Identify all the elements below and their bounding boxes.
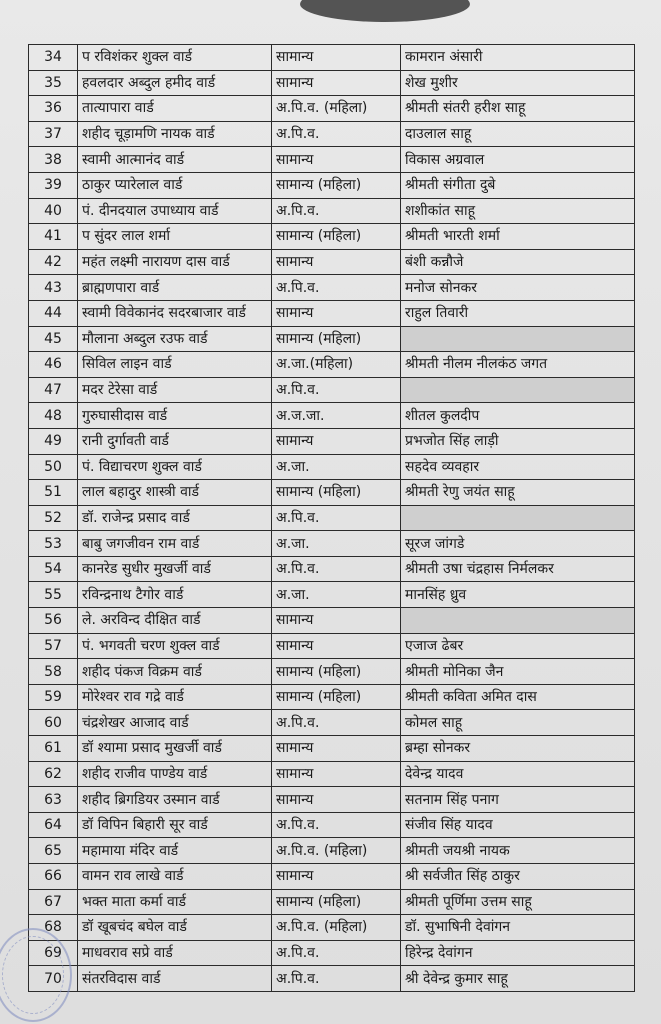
table-row (29, 454, 635, 480)
candidate-name-cell: श्रीमती जयश्री नायक (401, 838, 635, 864)
ward-number-cell: 55 (29, 582, 78, 608)
reservation-category-cell: सामान्य (महिला) (272, 684, 401, 710)
table-row (29, 505, 635, 531)
reservation-category-cell: अ.जा.(महिला) (272, 352, 401, 378)
ward-number-cell: 65 (29, 838, 78, 864)
reservation-category-cell: अ.पि.व. (272, 275, 401, 301)
ward-number-cell: 58 (29, 659, 78, 685)
ward-number-cell: 67 (29, 889, 78, 915)
ward-number-cell: 38 (29, 147, 78, 173)
candidate-name-cell: श्रीमती संतरी हरीश साहू (401, 96, 635, 122)
candidate-name-cell: श्रीमती भारती शर्मा (401, 224, 635, 250)
reservation-category-cell: अ.पि.व. (महिला) (272, 915, 401, 941)
candidate-name-cell: श्रीमती नीलम नीलकंठ जगत (401, 352, 635, 378)
ward-number-cell: 49 (29, 428, 78, 454)
candidate-name-cell: श्रीमती रेणु जयंत साहू (401, 480, 635, 506)
ward-number-cell: 44 (29, 300, 78, 326)
ward-name-cell: तात्यापारा वार्ड (78, 96, 272, 122)
reservation-category-cell: अ.पि.व. (272, 121, 401, 147)
table-row (29, 864, 635, 890)
ward-name-cell: मौलाना अब्दुल रउफ वार्ड (78, 326, 272, 352)
table-row (29, 198, 635, 224)
reservation-category-cell: सामान्य (272, 864, 401, 890)
table-row (29, 736, 635, 762)
candidate-name-cell: विकास अग्रवाल (401, 147, 635, 173)
table-row (29, 966, 635, 992)
ward-name-cell: रानी दुर्गावती वार्ड (78, 428, 272, 454)
candidate-name-cell: कोमल साहू (401, 710, 635, 736)
table-row (29, 224, 635, 250)
candidate-name-cell: कामरान अंसारी (401, 45, 635, 71)
reservation-category-cell: अ.पि.व. (272, 940, 401, 966)
ward-number-cell: 46 (29, 352, 78, 378)
ward-number-cell: 61 (29, 736, 78, 762)
reservation-category-cell: अ.पि.व. (महिला) (272, 838, 401, 864)
ward-name-cell: पं. विद्याचरण शुक्ल वार्ड (78, 454, 272, 480)
table-row (29, 121, 635, 147)
candidate-name-cell: मानसिंह ध्रुव (401, 582, 635, 608)
candidate-name-cell: शशीकांत साहू (401, 198, 635, 224)
ward-name-cell: पं. भगवती चरण शुक्ल वार्ड (78, 633, 272, 659)
reservation-category-cell: सामान्य (महिला) (272, 172, 401, 198)
ward-number-cell: 53 (29, 531, 78, 557)
reservation-category-cell: सामान्य (महिला) (272, 659, 401, 685)
reservation-category-cell: सामान्य (272, 45, 401, 71)
ward-name-cell: मोरेश्वर राव गद्रे वार्ड (78, 684, 272, 710)
ward-number-cell: 68 (29, 915, 78, 941)
ward-number-cell: 69 (29, 940, 78, 966)
ward-table-body (29, 45, 635, 992)
reservation-category-cell: अ.ज.जा. (272, 403, 401, 429)
candidate-name-cell: श्रीमती कविता अमित दास (401, 684, 635, 710)
table-row (29, 633, 635, 659)
candidate-name-cell: डॉ. सुभाषिनी देवांगन (401, 915, 635, 941)
table-row (29, 659, 635, 685)
ward-number-cell: 62 (29, 761, 78, 787)
ward-name-cell: रविन्द्रनाथ टैगोर वार्ड (78, 582, 272, 608)
ward-name-cell: स्वामी विवेकानंद सदरबाजार वार्ड (78, 300, 272, 326)
ward-name-cell: डॉ खूबचंद बघेल वार्ड (78, 915, 272, 941)
reservation-category-cell: सामान्य (272, 147, 401, 173)
ward-name-cell: गुरुघासीदास वार्ड (78, 403, 272, 429)
candidate-name-cell: संजीव सिंह यादव (401, 812, 635, 838)
candidate-name-cell: देवेन्द्र यादव (401, 761, 635, 787)
candidate-name-cell: श्रीमती मोनिका जैन (401, 659, 635, 685)
reservation-category-cell: अ.जा. (272, 454, 401, 480)
ward-number-cell: 52 (29, 505, 78, 531)
reservation-category-cell: अ.पि.व. (महिला) (272, 96, 401, 122)
ward-number-cell: 47 (29, 377, 78, 403)
reservation-category-cell: अ.पि.व. (272, 198, 401, 224)
ward-number-cell: 63 (29, 787, 78, 813)
reservation-category-cell: अ.पि.व. (272, 710, 401, 736)
ward-number-cell: 54 (29, 556, 78, 582)
ward-number-cell: 70 (29, 966, 78, 992)
table-row (29, 889, 635, 915)
candidate-name-cell: श्री सर्वजीत सिंह ठाकुर (401, 864, 635, 890)
ward-number-cell: 36 (29, 96, 78, 122)
candidate-name-cell: दाउलाल साहू (401, 121, 635, 147)
ward-name-cell: सिविल लाइन वार्ड (78, 352, 272, 378)
reservation-category-cell: अ.पि.व. (272, 505, 401, 531)
reservation-category-cell: सामान्य (महिला) (272, 480, 401, 506)
table-row (29, 608, 635, 634)
candidate-name-cell: सतनाम सिंह पनाग (401, 787, 635, 813)
reservation-category-cell: अ.पि.व. (272, 556, 401, 582)
table-row (29, 684, 635, 710)
candidate-name-cell (401, 608, 635, 634)
reservation-category-cell: अ.जा. (272, 531, 401, 557)
ward-name-cell: शहीद राजीव पाण्डेय वार्ड (78, 761, 272, 787)
ward-number-cell: 40 (29, 198, 78, 224)
candidate-name-cell: श्री देवेन्द्र कुमार साहू (401, 966, 635, 992)
candidate-name-cell: श्रीमती संगीता दुबे (401, 172, 635, 198)
reservation-category-cell: सामान्य (272, 249, 401, 275)
ward-number-cell: 41 (29, 224, 78, 250)
table-row (29, 300, 635, 326)
candidate-name-cell: सूरज जांगडे (401, 531, 635, 557)
table-row (29, 812, 635, 838)
ward-candidate-table (28, 44, 635, 992)
ward-number-cell: 42 (29, 249, 78, 275)
table-row (29, 70, 635, 96)
ward-name-cell: शहीद चूड़ामणि नायक वार्ड (78, 121, 272, 147)
table-row (29, 428, 635, 454)
ward-name-cell: महंत लक्ष्मी नारायण दास वार्ड (78, 249, 272, 275)
table-row (29, 556, 635, 582)
table-row (29, 377, 635, 403)
ward-number-cell: 59 (29, 684, 78, 710)
candidate-name-cell: शीतल कुलदीप (401, 403, 635, 429)
table-row (29, 761, 635, 787)
reservation-category-cell: सामान्य (272, 761, 401, 787)
table-row (29, 275, 635, 301)
reservation-category-cell: सामान्य (272, 70, 401, 96)
ward-number-cell: 43 (29, 275, 78, 301)
ward-name-cell: डॉ. राजेन्द्र प्रसाद वार्ड (78, 505, 272, 531)
table-row (29, 915, 635, 941)
candidate-name-cell: प्रभजोत सिंह लाड़ी (401, 428, 635, 454)
reservation-category-cell: अ.पि.व. (272, 966, 401, 992)
reservation-category-cell: सामान्य (272, 300, 401, 326)
ward-number-cell: 60 (29, 710, 78, 736)
table-row (29, 582, 635, 608)
table-row (29, 940, 635, 966)
ward-name-cell: शहीद पंकज विक्रम वार्ड (78, 659, 272, 685)
ward-name-cell: शहीद ब्रिगडियर उस्मान वार्ड (78, 787, 272, 813)
reservation-category-cell: सामान्य (महिला) (272, 224, 401, 250)
table-row (29, 838, 635, 864)
ward-name-cell: भक्त माता कर्मा वार्ड (78, 889, 272, 915)
ward-name-cell: लाल बहादुर शास्त्री वार्ड (78, 480, 272, 506)
candidate-name-cell: शेख मुशीर (401, 70, 635, 96)
table-row (29, 147, 635, 173)
ward-name-cell: वामन राव लाखे वार्ड (78, 864, 272, 890)
ward-name-cell: पं. दीनदयाल उपाध्याय वार्ड (78, 198, 272, 224)
official-stamp (0, 928, 72, 1022)
ward-name-cell: मदर टेरेसा वार्ड (78, 377, 272, 403)
ward-number-cell: 50 (29, 454, 78, 480)
candidate-name-cell (401, 377, 635, 403)
ward-name-cell: ब्राह्मणपारा वार्ड (78, 275, 272, 301)
candidate-name-cell: बंशी कन्नौजे (401, 249, 635, 275)
ward-name-cell: ठाकुर प्यारेलाल वार्ड (78, 172, 272, 198)
ward-number-cell: 48 (29, 403, 78, 429)
ward-name-cell: बाबु जगजीवन राम वार्ड (78, 531, 272, 557)
ward-number-cell: 35 (29, 70, 78, 96)
ward-number-cell: 34 (29, 45, 78, 71)
ward-number-cell: 57 (29, 633, 78, 659)
candidate-name-cell: मनोज सोनकर (401, 275, 635, 301)
ward-number-cell: 66 (29, 864, 78, 890)
candidate-name-cell: श्रीमती उषा चंद्रहास निर्मलकर (401, 556, 635, 582)
table-row (29, 531, 635, 557)
ward-number-cell: 64 (29, 812, 78, 838)
candidate-name-cell: हिरेन्द्र देवांगन (401, 940, 635, 966)
ward-number-cell: 39 (29, 172, 78, 198)
ward-number-cell: 45 (29, 326, 78, 352)
table-row (29, 710, 635, 736)
ward-name-cell: ले. अरविन्द दीक्षित वार्ड (78, 608, 272, 634)
ward-name-cell: स्वामी आत्मानंद वार्ड (78, 147, 272, 173)
reservation-category-cell: सामान्य (महिला) (272, 326, 401, 352)
reservation-category-cell: सामान्य (272, 736, 401, 762)
table-row (29, 326, 635, 352)
ward-name-cell: प सुंदर लाल शर्मा (78, 224, 272, 250)
ward-name-cell: माधवराव सप्रे वार्ड (78, 940, 272, 966)
candidate-name-cell (401, 326, 635, 352)
ward-name-cell: चंद्रशेखर आजाद वार्ड (78, 710, 272, 736)
top-shadow (300, 0, 470, 22)
reservation-category-cell: सामान्य (272, 608, 401, 634)
stamp-inner-ring (2, 936, 64, 1014)
candidate-name-cell: राहुल तिवारी (401, 300, 635, 326)
reservation-category-cell: सामान्य (महिला) (272, 889, 401, 915)
table-row (29, 480, 635, 506)
table-row (29, 172, 635, 198)
table-row (29, 787, 635, 813)
ward-name-cell: हवलदार अब्दुल हमीद वार्ड (78, 70, 272, 96)
reservation-category-cell: अ.जा. (272, 582, 401, 608)
table-row (29, 249, 635, 275)
reservation-category-cell: सामान्य (272, 428, 401, 454)
table-row (29, 403, 635, 429)
reservation-category-cell: अ.पि.व. (272, 377, 401, 403)
reservation-category-cell: सामान्य (272, 787, 401, 813)
candidate-name-cell (401, 505, 635, 531)
ward-name-cell: महामाया मंदिर वार्ड (78, 838, 272, 864)
table-row (29, 96, 635, 122)
candidate-name-cell: ब्रम्हा सोनकर (401, 736, 635, 762)
table-row (29, 352, 635, 378)
ward-name-cell: प रविशंकर शुक्ल वार्ड (78, 45, 272, 71)
candidate-name-cell: सहदेव व्यवहार (401, 454, 635, 480)
table-row (29, 45, 635, 71)
ward-number-cell: 37 (29, 121, 78, 147)
candidate-name-cell: एजाज ढेबर (401, 633, 635, 659)
ward-name-cell: डॉ विपिन बिहारी सूर वार्ड (78, 812, 272, 838)
reservation-category-cell: सामान्य (272, 633, 401, 659)
reservation-category-cell: अ.पि.व. (272, 812, 401, 838)
candidate-name-cell: श्रीमती पूर्णिमा उत्तम साहू (401, 889, 635, 915)
ward-name-cell: कानरेड सुधीर मुखर्जी वार्ड (78, 556, 272, 582)
ward-name-cell: संतरविदास वार्ड (78, 966, 272, 992)
ward-number-cell: 51 (29, 480, 78, 506)
ward-number-cell: 56 (29, 608, 78, 634)
ward-name-cell: डॉ श्यामा प्रसाद मुखर्जी वार्ड (78, 736, 272, 762)
